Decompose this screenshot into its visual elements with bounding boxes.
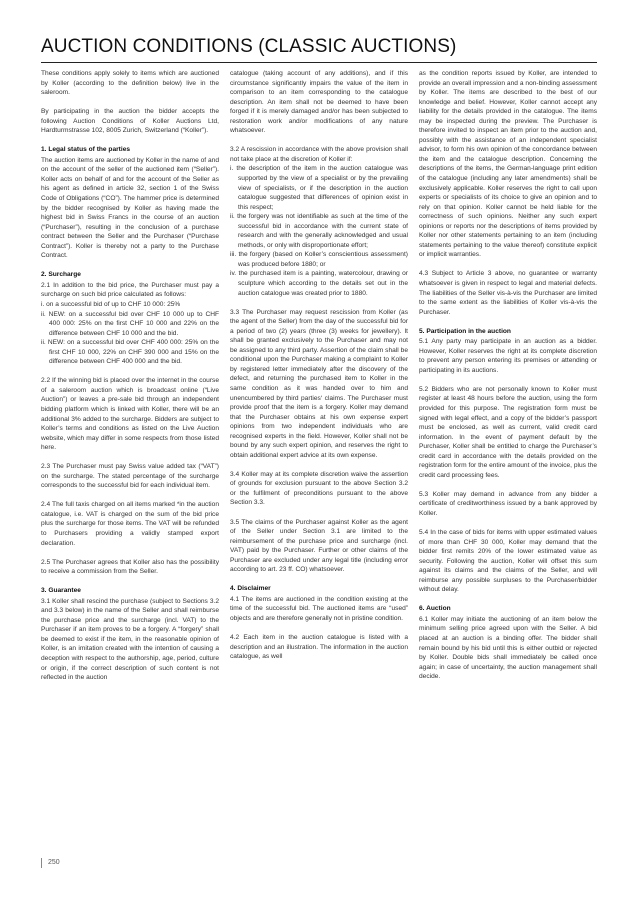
title-rule [41,62,597,63]
list-item: iii. the forgery (based on Koller’s conscientious assessment) was produced before 1880; or [230,251,408,268]
column-3 [419,69,597,682]
section-paragraph: 5.4 In the case of bids for items with upper estimated values of more than CHF 30 000, Koller may demand that the bidder first remits 20% of the lower estimated value as security. Following the auction, Koller will offset this sum against its claims and the claims of the Seller, and will reimburse any possible surpluses to the Purchaser/bidder without delay. [419,529,597,594]
section-paragraph: 3.5 The claims of the Purchaser against Koller as the agent of the Seller under Section 3.1 are limited to the reimbursement of the purchase price and surcharge (incl. VAT) paid by the Purchaser. Further or other claims of the Purchaser are excluded under any legal title (including error according to art. 23 ff. CO) whatsoever. [230,518,408,574]
section-paragraph: 6.1 Koller may initiate the auctioning of an item below the minimum selling price agreed upon with the Seller. A bid placed at an auction is a binding offer. The bidder shall remain bound by his bid until this is either outbid or rejected by Koller. Double bids shall immediately be called once again; in case of uncertainty, the auction management shall decide. [419,615,597,681]
section-paragraph: catalogue (taking account of any additions), and if this circumstance significantly impairs the value of the item in comparison to an item corresponding to the catalogue description. An item shall not be deemed to have been forged if it is merely damaged and/or has been subjected to restoration work and/or modifications of any nature whatsoever. [230,70,408,135]
section-heading: 5. Participation in the auction [419,327,511,335]
section-paragraph: 3.2 A rescission in accordance with the above provision shall not take place at the discretion of Koller if: [230,146,408,163]
intro-paragraph: These conditions apply solely to items which are auctioned by Koller (according to the definition below) live in the saleroom. [41,70,219,97]
section-paragraph: 5.3 Koller may demand in advance from any bidder a certificate of creditworthiness issued by a bank approved by Koller. [419,490,597,517]
section-paragraph: as the condition reports issued by Koller, are intended to provide an overall impression and a non-binding assessment by Koller. The items are described to the best of our knowledge and belief. However, Koller cannot accept any liability for the details provided in the catalogue. The items may be inspected during the preview. The Purchaser is therefore invited to inspect an item prior to the auction and, possibly with the assistance of an independent specialist advisor, to form his own opinion of the concordance between the item and the catalogue description. Concerning the descriptions of the items, the German-language print edition of the catalogue (including any later amendments) shall be exclusively applicable. Koller reserves the right to call upon experts or specialists of its choice to give an opinion and to rely on that opinion. Koller cannot be held liable for the correctness of such opinions. Neither any such expert opinions or reports nor the descriptions of items provided by Koller nor other statements pertaining to an item (including statements pertaining to the value thereof) constitute explicit or implicit warranties. [419,70,597,259]
list-item: i. the description of the item in the auction catalogue was supported by the view of a specialist or by the prevailing view of specialists, or if the description in the auction catalogue suggested that differences of opinion exist in this respect; [230,165,408,211]
list-item: iv. the purchased item is a painting, watercolour, drawing or sculpture which according to the details set out in the auction catalogue was created prior to 1880. [230,270,408,297]
column-1 [41,69,219,683]
list-item: ii. NEW: on a successful bid over CHF 10 000 up to CHF 400 000: 25% on the first CHF 10 000 and 22% on the difference between CHF 10 000 and the bid. [41,310,219,337]
intro-paragraph: By participating in the auction the bidder accepts the following Auction Conditions of Koller Auctions Ltd, Hardturmstrasse 102, 8005 Zurich, Switzerland (“Koller”). [41,108,219,135]
section-paragraph: 2.3 The Purchaser must pay Swiss value added tax (“VAT”) on the surcharge. The stated percentage of the surcharge corresponds to the successful bid for each individual item. [41,463,219,490]
section-paragraph: 4.1 The items are auctioned in the condition existing at the time of the successful bid. The auctioned items are “used” objects and are therefore generally not in pristine condition. [230,595,408,622]
section-paragraph: 2.2 If the winning bid is placed over the internet in the course of a saleroom auction which is broadcast online (“Live Auction”) or leaves a pre-sale bid through an independent bidding platform which is linked with Koller, there will be an additional 3% added to the surcharge. Bidders are subject to Koller’s terms and conditions as listed on the Live Auction website, which may differ in some respects from those listed here. [41,377,219,452]
section-heading: 2. Surcharge [41,271,81,279]
page-title: AUCTION CONDITIONS (CLASSIC AUCTIONS) [41,36,457,57]
section-paragraph: 2.1 In addition to the bid price, the Purchaser must pay a surcharge on such bid price calculated as follows: [41,281,219,299]
section-paragraph: 3.3 The Purchaser may request rescission from Koller (as the agent of the Seller) from the day of the successful bid for a period of two (2) years (three (3) weeks for jewellery). It shall be granted exclusively to the Purchaser and may not be assigned to any third party. Assertion of the claim shall be conditional upon the Purchaser making a complaint to Koller by registered letter immediately after the discovery of the defect, and returning the purchased item to Koller in the same condition as it was handed over to him and unencumbered by third parties‘ claims. The Purchaser must provide proof that the item is a forgery. Koller may demand that the Purchaser obtains at his own expense expert opinions from two independent individuals who are recognised experts in the field. However, Koller shall not be bound by any such expert opinion, and reserves the right to obtain additional expert advice at its own expense. [230,308,408,459]
section-paragraph: 5.1 Any party may participate in an auction as a bidder. However, Koller reserves the right at its complete discretion to prevent any person entering its premises or attending or participating in its auctions. [419,338,597,374]
section-heading: 3. Guarantee [41,587,81,595]
section-paragraph: 5.2 Bidders who are not personally known to Koller must register at least 48 hours before the auction, using the form provided for this purpose. The registration form must be signed with legal effect, and a copy of the bidder’s passport must be enclosed, as well as current, valid credit card information. In the event of payment default by the Purchaser, Koller shall be entitled to charge the Purchaser’s credit card in accordance with the details provided on the registration form for the entire amount of the invoice, plus the credit card processing fees. [419,385,597,479]
section-paragraph: 4.3 Subject to Article 3 above, no guarantee or warranty whatsoever is given in respect to legal and material defects. The liabilities of the Seller vis-à-vis the Purchaser are limited to the same extent as the liabilities of Koller vis-à-vis the Purchaser. [419,270,597,316]
section-paragraph: 4.2 Each item in the auction catalogue is listed with a description and an illustration. The information in the auction catalogue, as well [230,633,408,661]
section-paragraph: 3.4 Koller may at its complete discretion waive the assertion of grounds for exclusion pursuant to the above Section 3.2 or the fulfilment of preconditions pursuant to the above Section 3.3. [230,470,408,507]
section-paragraph: The auction items are auctioned by Koller in the name of and on the account of the seller of the auctioned item (“Seller”). Koller acts on behalf of and for the account of the Seller as his agent as defined in article 32, section 1 of the Swiss Code of Obligations (“CO”). The hammer price is determined by the bidder recognised by Koller as having made the highest bid in Swiss Francs in the course of an auction (“Purchaser”), resulting in the conclusion of a purchase contract between the Seller and the Purchaser (“Purchase Contract”). Koller is thereby not a party to the Purchase Contract. [41,156,219,260]
section-heading: 1. Legal status of the parties [41,146,131,154]
section-paragraph: 3.1 Koller shall rescind the purchase (subject to Sections 3.2 and 3.3 below) in the name of the Seller and shall reimburse the purchase price and the surcharge (incl. VAT) to the Purchaser if an item proves to be a forgery. A “forgery” shall be deemed to exist if the item, in the reasonable opinion of Koller, is an imitation created with the intention of causing a deception with respect to the authorship, age, period, culture or origin, if the correct description of such content is not reflected in the auction [41,597,219,682]
list-item: ii. NEW: on a successful bid over CHF 400 000: 25% on the first CHF 10 000, 22% on CHF 390 000 and 15% on the difference between CHF 400 000 and the bid. [41,339,219,366]
list-item: ii. the forgery was not identifiable as such at the time of the successful bid in accordance with the current state of research and with the generally acknowledged and usual methods, or only with disproportionate effort; [230,213,408,249]
page-number: 250 [41,858,60,868]
section-paragraph: 2.4 The full taxis charged on all items marked *in the auction catalogue, i.e. VAT is charged on the sum of the bid price plus the surcharge for those items. The VAT will be refunded to Purchasers providing a validly stamped export declaration. [41,501,219,547]
section-paragraph: 2.5 The Purchaser agrees that Koller also has the possibility to receive a commission from the Seller. [41,558,219,576]
column-2 [230,69,408,662]
section-heading: 4. Disclaimer [230,585,271,593]
list-item: i. on a successful bid of up to CHF 10 000: 25% [41,300,181,308]
section-heading: 6. Auction [419,605,451,613]
